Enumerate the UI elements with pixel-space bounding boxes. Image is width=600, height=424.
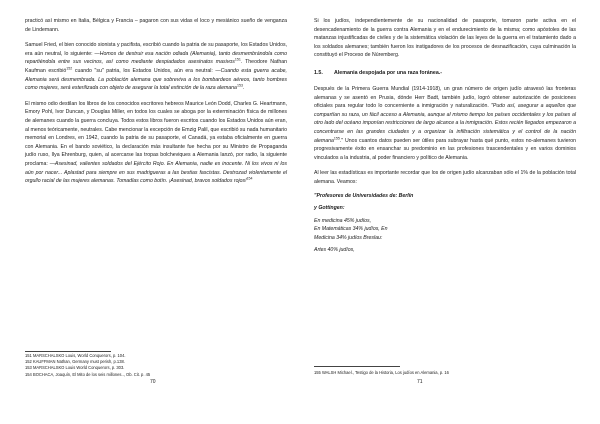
section-heading bbox=[314, 70, 576, 76]
left-paragraph-1: practicó así mismo en Italia, Bélgica y Francia – pagaron con sus vidas el loco y mesiánico sueño de venganza de Lindemann. bbox=[25, 18, 287, 33]
stats-line: En Matemáticas 34% judíos, En bbox=[314, 226, 388, 233]
footnote-rule bbox=[314, 366, 400, 367]
stats-line: Medicina 34% judíos Breslau: bbox=[314, 234, 383, 241]
section-number: 1.5. bbox=[314, 69, 323, 76]
right-paragraph-3: Al leer las estadísticas es importante recordar que los de origen judío alcanzaban sólo el 1% de la población total alemana. Veamos: bbox=[314, 170, 576, 185]
left-page bbox=[25, 0, 287, 424]
right-paragraph-1: Si los judíos, independientemente de su nacionalidad de pasaporte, tomaron parte activa en el desencadenamiento de la guerra contra Alemania y en el endurecimiento de la misma; como apóstoles de las matanzas injustificadas de civiles y de la sistemática violación de las leyes de la guerra en el tratamiento dado a los soldados alemanes; también fueron los instigadores de los procesos de desnazificación, cuya culminación la constituyó el Proceso de Núremberg. bbox=[314, 18, 576, 59]
right-page-number: 71 bbox=[417, 379, 423, 385]
left-paragraph-3: El mismo odio destilan los libros de los conocidos escritores hebreos Maurice León Dodd, Charles G. Heartmann, Emory Pohl, Ivor Duncan, y Douglas Miller, en todos los cuales se aboga por la exterminación física de millones de alemanes cuando la guerra concluya. Todos estos libros fueron escritos cuando los Estados Unidos aún eran, al menos teóricamente, neutrales. Cabe mencionar la excepción de Emzig Palil, que escribió su nada humanitario memorial en Londres, en 1942, cuando la patria de su pasaporte, el Canadá, ya estaba oficialmente en guerra con Alemania. En el bando soviético, la declaración más insultante fue hecha por su Ministro de Propaganda judío ruso, Ilya Ehrenburg, quien, al acercarse las tropas bolcheviques a Alemania lanzó, por radio, la siguiente proclama: —Asesinad, valientes soldados del Ejército Rojo. En Alemania, nadie es inocente. Ni los vivos ni los aún por nacer... Aplastad para siempre en sus madrigueras a las bestias fascistas. Destrozad violentamente el orgullo racial de las mujeres alemanas. Tomadlas como botín. ¡Asesinad, bravos soldados rojos!$^{154}$ bbox=[25, 100, 288, 185]
footnote-151: 151 MARSCHALSKO Louis, World Conquerors, p. 104. bbox=[25, 353, 126, 358]
footnote-152: 152 KAUFFMAN Nathan, Germany must perish, p.138. bbox=[25, 359, 125, 365]
footnote-154: 154 BOCHACA, Joaquín, El Mito de los seis millones.., Ob. Cit. p. 45 bbox=[25, 371, 151, 377]
stats-heading-2: y Gottingen: bbox=[314, 205, 345, 212]
footnote-rule bbox=[25, 351, 111, 352]
stats-heading-1: "Profesores de Universidades de: Berlín bbox=[314, 192, 414, 199]
right-paragraph-2: Después de la Primera Guerra Mundial (1914-1918), un gran número de origen judío atravesó las fronteras alemanas y se asentó en Prusia, dónde Herr Badt, también judío, logró obtener autorización de posiciones oficiales para regular todo lo concerniente a inmigración y naturalización. "Pudo así, asegurar a aquellos que compartían su raza, un fácil acceso a Alemania, aunque al mismo tiempo los países occidentales y los países al otro lado del océano imponían restricciones de largo alcance a la inmigración. Estos recién llegados empezaron a concentrarse en las grandes ciudades y a organizar la infiltración sistemática y el control de la nación alemana$^{155}$." Unos cuantos datos pueden ser útiles para subrayar hasta qué punto, estos no-alemanes tuvieron progresivamente éxito en ensanchar su predominio en las profesiones trascendentales y en varios dominios vinculados a la industria, al poder financiero y político de Alemania. bbox=[314, 85, 576, 161]
right-page bbox=[314, 0, 576, 424]
stats-line: En medicina 45% judíos, bbox=[314, 217, 372, 224]
footnote-155: 155 WALSH Michael., Testigo de la Historia, Los judíos en Alemania, p. 16 bbox=[314, 370, 449, 375]
section-title: Alemania despojada por una raza foránea.- bbox=[334, 69, 443, 76]
left-page-number: 70 bbox=[150, 379, 156, 385]
left-paragraph-2: Samuel Fried, el bien conocido sionista y pacifista, escribió cuando la patria de su pasaporte, los Estados Unidos, era aún neutral, lo siguiente: —Homos de destruir esa nación odiada (Alemania), tanto desmembrándola como repartiéndola entre sus vecinos, así como mediante despiadados asesinatos masivos$^{151}$. Theodore Nathan Kaufman escribió$^{152}$ cuando "su" patria, los Estados Unidos, aún era neutral: —Cuando esta guerra acabe, Alemania será desmembrada. La población alemana que sobreviva a los bombardeos aéreos, tanto hombres como mujeres, será esterilizada con objeto de asegurar la total extinción de la raza alemana$^{153}$. bbox=[25, 42, 288, 92]
left-footnotes bbox=[25, 353, 287, 378]
stats-line: Artes 40% judíos, bbox=[314, 247, 355, 254]
footnote-153: 153 MARSCHALSKO Louis World Conquerors, p. 303. bbox=[25, 365, 125, 371]
